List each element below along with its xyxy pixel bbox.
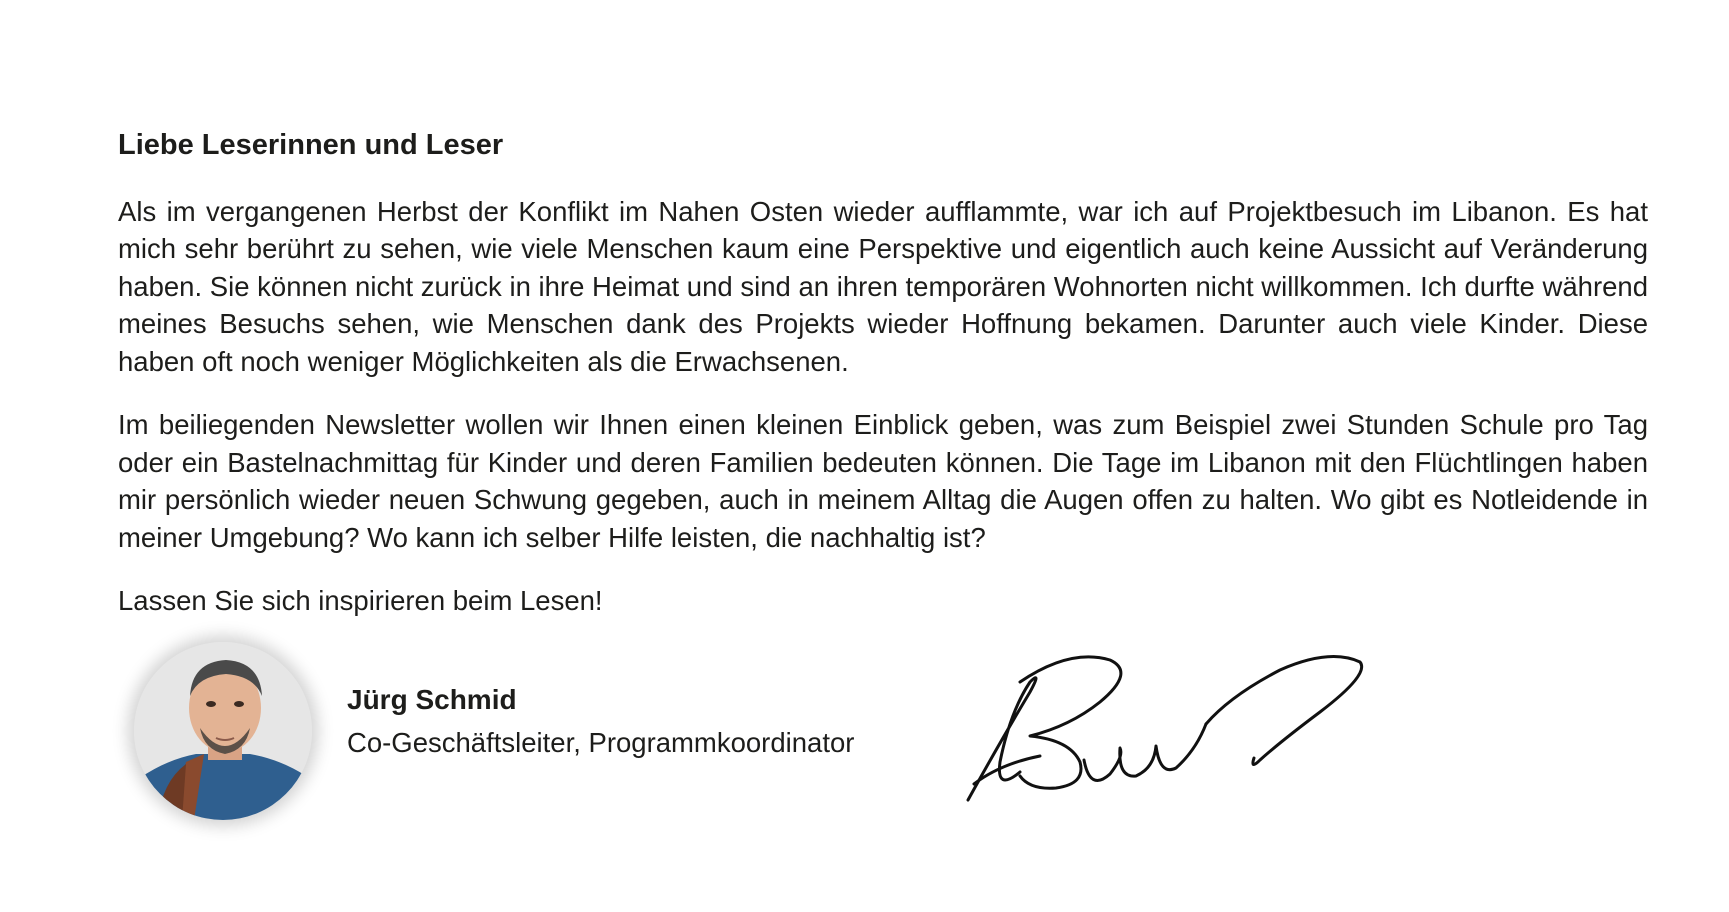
paragraph-2: Im beiliegenden Newsletter wollen wir Ihnen einen kleinen Einblick geben, was zum Beispiel zwei Stunden Schule pro Tag oder ein Bastelnachmittag für Kinder und deren Familien bedeuten können. Die Tage im Libanon mit den Flüchtlingen haben mir persönlich wieder neuen Schwung gegeben, auch in meinem Alltag die Augen offen zu halten. Wo gibt es Notleidende in meiner Umgebung? Wo kann ich selber Hilfe leisten, die nachhaltig ist? xyxy=(118,409,1648,553)
letter-body xyxy=(118,128,1648,620)
author-role: Co-Geschäftsleiter, Programmkoordinator xyxy=(347,727,855,759)
author-photo xyxy=(134,642,312,820)
author-info xyxy=(347,682,854,763)
author-name: Jürg Schmid xyxy=(347,684,517,715)
handwritten-signature xyxy=(960,652,1380,802)
greeting: Liebe Leserinnen und Leser xyxy=(118,129,504,161)
signature-block xyxy=(118,640,1648,860)
closing-line: Lassen Sie sich inspirieren beim Lesen! xyxy=(118,585,603,617)
paragraph-1: Als im vergangenen Herbst der Konflikt im Nahen Osten wieder aufflammte, war ich auf Projektbesuch im Libanon. Es hat mich sehr berührt zu sehen, wie viele Menschen kaum eine Perspektive und eigentlich auch keine Aussicht auf Veränderung haben. Sie können nicht zurück in ihre Heimat und sind an ihren temporären Wohnorten nicht willkommen. Ich durfte während meines Besuchs sehen, wie Menschen dank des Projekts wieder Hoffnung bekamen. Darunter auch viele Kinder. Diese haben oft noch weniger Möglichkeiten als die Erwachsenen. xyxy=(118,195,1648,377)
